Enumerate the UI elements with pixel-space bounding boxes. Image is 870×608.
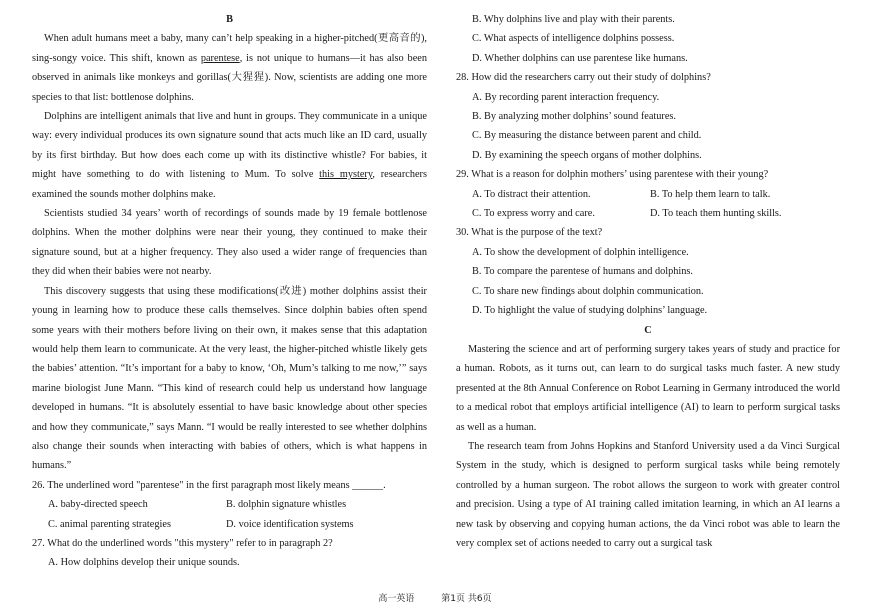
question-28-stem: 28. How did the researchers carry out their study of dolphins? xyxy=(456,72,711,84)
section-b-title: B xyxy=(226,14,233,25)
question-30-stem: 30. What is the purpose of the text? xyxy=(456,227,603,239)
paragraph-text: , researchers examined the sounds mother dolphins make. xyxy=(32,169,427,200)
footer-subject: 高一英语 xyxy=(378,594,415,604)
left-column xyxy=(32,0,427,573)
question-28-option-a: A. By recording parent interaction frequency. xyxy=(472,91,660,103)
section-c-paragraph-2: The research team from Johns Hopkins and Stanford University used a da Vinci Surgical System in the study, which is designed to perform surgical tasks while being remotely controlled by a human surgeon. The robot allows the surgeon to work with greater control and precision. Using a type of AI training called imitation learning, in which an AI learns a new task by observing and copying human actions, the da Vinci robot was able to learn the very complex set of actions needed to carry out a surgical task xyxy=(456,440,840,549)
question-30-option-c: C. To share new findings about dolphin communication. xyxy=(472,285,704,297)
question-27-option-a: A. How dolphins develop their unique sounds. xyxy=(48,557,240,569)
question-27-option-c: C. What aspects of intelligence dolphins possess. xyxy=(472,33,675,45)
question-29-option-b: B. To help them learn to talk. xyxy=(650,188,771,200)
question-27-stem: 27. What do the underlined words "this mystery" refer to in paragraph 2? xyxy=(32,537,333,549)
section-b-paragraph-1 xyxy=(32,29,427,107)
question-26-option-a: A. baby-directed speech xyxy=(48,499,148,511)
question-28-option-b: B. By analyzing mother dolphins’ sound features. xyxy=(472,111,676,123)
paragraph-text: Dolphins are intelligent animals that live and hunt in groups. They communicate in a unique way: every individual produces its own signature sound that acts much like an ID card, usually by its first birthday. But how does each come up with its distinctive whistle? For babies, it might have something to do with listening to Mum. To solve xyxy=(32,111,427,181)
question-30-option-d: D. To highlight the value of studying dolphins’ language. xyxy=(472,305,708,317)
question-28-option-d: D. By examining the speech organs of mother dolphins. xyxy=(472,149,702,161)
question-29-option-c: C. To express worry and care. xyxy=(472,208,595,220)
question-29-option-a: A. To distract their attention. xyxy=(472,188,591,200)
question-28-option-c: C. By measuring the distance between parent and child. xyxy=(472,130,702,142)
question-26-option-b: B. dolphin signature whistles xyxy=(226,499,347,511)
underlined-phrase-this-mystery: this mystery xyxy=(319,169,373,181)
question-30-option-a: A. To show the development of dolphin intelligence. xyxy=(472,246,689,258)
section-b-paragraph-2 xyxy=(32,107,427,204)
question-30-option-b: B. To compare the parentese of humans and dolphins. xyxy=(472,266,693,278)
question-27-option-b: B. Why dolphins live and play with their parents. xyxy=(472,14,675,25)
question-29-options xyxy=(472,185,840,224)
section-c-title: C xyxy=(644,324,652,336)
question-27-option-d: D. Whether dolphins can use parentese like humans. xyxy=(472,52,688,64)
underlined-word-parentese: parentese xyxy=(200,52,240,64)
question-29-option-d: D. To teach them hunting skills. xyxy=(650,208,782,220)
paragraph-text: , is not unique to humans—it has also been observed in animals like monkeys and gorillas(大猩猩). Now, scientists are adding one more species to that list: bottlenose dolphins. xyxy=(32,52,427,103)
question-26-option-c: C. animal parenting strategies xyxy=(48,518,171,530)
question-26-stem: 26. The underlined word "parentese" in the first paragraph most likely means ______. xyxy=(32,479,386,491)
footer-page-number: 第1页 共6页 xyxy=(441,594,492,604)
section-b-paragraph-4: This discovery suggests that using these modifications(改进) mother dolphins assist their young in learning how to produce these calls themselves. Since dolphin babies often spend some years with their mothers before living on their own, it makes sense that this adaptation would help them learn to communicate. At the very least, the higher-pitched whistle likely gets the babies’ attention. “It’s important for a baby to know, ‘Oh, Mum’s talking to me now,’” says marine biologist June Mann. “This kind of research could help us understand how language developed in humans. “It is absolutely essential to have basic knowledge about other species and how they communicate,” says Mann. “I would be really interested to see whether dolphins also change their sounds when interacting with babies of others, which is what happens in humans.” xyxy=(32,285,427,472)
paragraph-text: When adult humans meet a baby, many can’t help speaking in a higher-pitched(更高音的), sing-songy voice. This shift, known as xyxy=(32,33,427,64)
question-26-options xyxy=(48,495,427,534)
section-b-paragraph-3: Scientists studied 34 years’ worth of recordings of sounds made by 19 female bottlenose dolphins. When the mother dolphins were near their young, they continued to make their signature sound, but at a higher frequency. They also used a wider range of frequencies than they did when their babies were not nearby. xyxy=(32,208,427,278)
right-column xyxy=(456,0,840,553)
section-c-paragraph-1: Mastering the science and art of performing surgery takes years of study and practice for a human. Robots, as it turns out, can learn to do surgical tasks much faster. A new study presented at the 8th Annual Conference on Robot Learning in Germany introduced the world to a medical robot that employs artificial intelligence (AI) to learn to perform surgical tasks as well as a human. xyxy=(456,343,840,433)
question-26-option-d: D. voice identification systems xyxy=(226,518,354,530)
question-29-stem: 29. What is a reason for dolphin mothers’ using parentese with their young? xyxy=(456,169,769,181)
page-footer xyxy=(0,591,870,604)
